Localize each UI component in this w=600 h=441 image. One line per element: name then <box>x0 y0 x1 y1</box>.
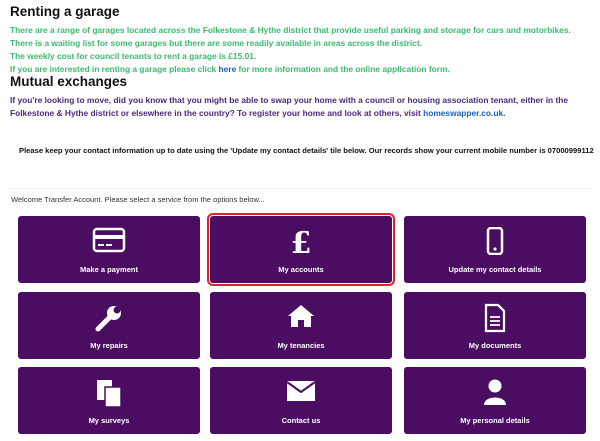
tile-label: My personal details <box>460 416 530 425</box>
envelope-icon <box>285 378 317 404</box>
my-surveys-tile[interactable] <box>18 367 200 434</box>
tile-label: My documents <box>468 341 522 350</box>
tile-label: Make a payment <box>80 265 138 274</box>
home-icon <box>286 303 316 329</box>
my-repairs-tile[interactable] <box>18 292 200 359</box>
wrench-icon <box>94 303 124 333</box>
make-payment-tile[interactable] <box>18 216 200 283</box>
my-tenancies-tile[interactable] <box>210 292 392 359</box>
my-documents-tile[interactable] <box>404 292 586 359</box>
tile-label: Contact us <box>281 416 321 425</box>
contact-notice: Please keep your contact information up to date using the 'Update my contact details' tile below. Our records show your current mobile number is 07000999112 <box>19 146 594 155</box>
text: . <box>503 108 506 118</box>
garage-text <box>10 24 595 76</box>
my-personal-details-tile[interactable] <box>404 367 586 434</box>
update-contact-tile[interactable] <box>404 216 586 283</box>
svg-text:£: £ <box>290 227 312 257</box>
text: If you are interested in renting a garage please click <box>10 64 219 74</box>
document-icon <box>483 303 507 333</box>
garage-paragraph-1: There are a range of garages located across the Folkestone & Hythe district that provide useful parking and storage for cars and motorbikes. There is a waiting list for some garages but there are some readily available in areas across the district. <box>10 25 571 48</box>
tile-label: My tenancies <box>277 341 325 350</box>
text: If you're looking to move, did you know that you might be able to swap your home with a council or housing association tenant, either in the Folkestone & Hythe district or elsewhere in the country? To register your home and look at others, visit <box>10 95 569 118</box>
garage-heading: Renting a garage <box>10 4 120 19</box>
homeswapper-link[interactable]: homeswapper.co.uk <box>423 108 504 118</box>
divider <box>8 188 592 189</box>
my-accounts-tile[interactable] <box>210 216 392 283</box>
tile-label: Update my contact details <box>448 265 542 274</box>
credit-card-icon <box>92 227 126 253</box>
welcome-text: Welcome Transfer Account. Please select a service from the options below... <box>11 195 265 204</box>
garage-here-link[interactable]: here <box>218 64 237 74</box>
contact-us-tile[interactable] <box>210 367 392 434</box>
mutual-text <box>10 94 595 120</box>
tile-label: My surveys <box>88 416 130 425</box>
tile-label: My accounts <box>278 265 324 274</box>
user-icon <box>481 378 509 406</box>
text: for more information and the online application form. <box>236 64 450 74</box>
mutual-heading: Mutual exchanges <box>10 74 128 89</box>
garage-paragraph-2: The weekly cost for council tenants to rent a garage is £15.01. <box>10 51 257 61</box>
mobile-phone-icon <box>485 227 505 255</box>
pound-icon <box>286 227 316 257</box>
tile-label: My repairs <box>90 341 128 350</box>
copy-files-icon <box>94 378 124 408</box>
